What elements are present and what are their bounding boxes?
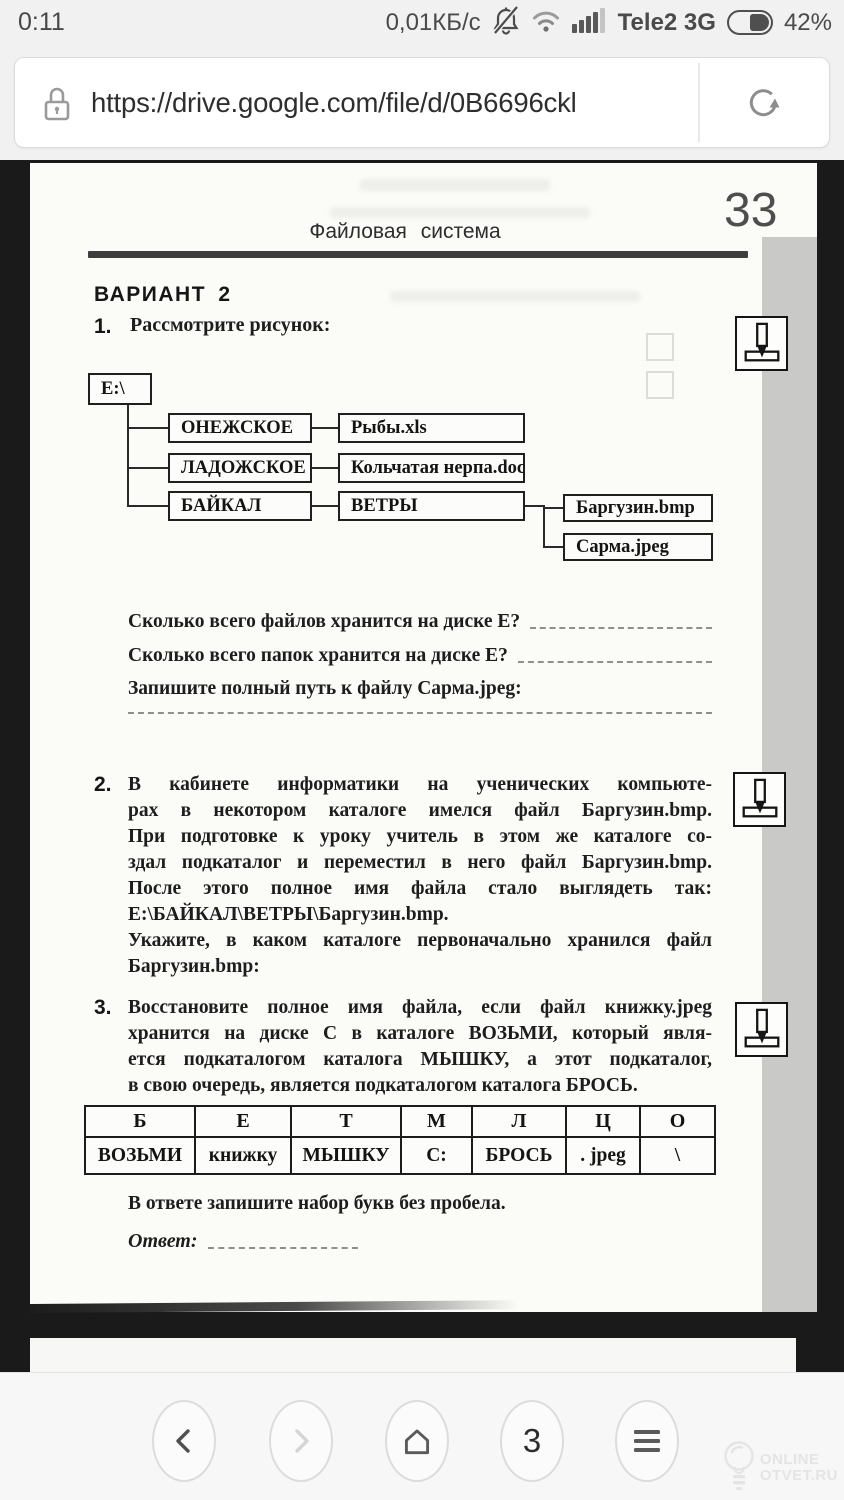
table-header-cell: Б [86, 1107, 196, 1138]
pencil-task-icon [735, 1002, 788, 1057]
page-header: Файловая система [309, 220, 501, 243]
chevron-left-icon [168, 1425, 200, 1457]
tree-node-subfolder3: ВЕТРЫ [338, 491, 525, 521]
q2-answer-label: Баргузин.bmp: [128, 956, 260, 977]
tree-connector [127, 427, 168, 429]
q2-line: Укажите, в каком каталоге первоначально хранился файл [128, 930, 712, 951]
q3-note: В ответе запишите набор букв без пробела. [128, 1193, 506, 1214]
browser-nav-bar [0, 1372, 844, 1500]
answer-blank-line [128, 712, 712, 714]
tree-connector [312, 467, 338, 469]
next-page-edge [30, 1338, 796, 1372]
pencil-task-icon [733, 772, 786, 827]
tree-node-folder2: ЛАДОЖСКОЕ [168, 453, 312, 483]
table-cell: МЫШКУ [292, 1138, 402, 1173]
bell-muted-icon [492, 5, 520, 40]
tree-node-file2: Кольчатая нерпа.doc [338, 453, 525, 483]
q2-text [128, 772, 712, 980]
battery-fill [750, 14, 769, 31]
carrier-label: Tele2 3G [617, 8, 716, 36]
scanned-page [30, 163, 817, 1312]
bleedthrough-text [360, 179, 550, 191]
battery-icon [727, 10, 773, 35]
tree-node-file1: Рыбы.xls [338, 413, 525, 443]
tabs-button[interactable] [500, 1400, 564, 1482]
bleedthrough-box [646, 371, 674, 399]
q2-line: здал подкаталог и переместил в него файл Баргузин.bmp. [128, 852, 712, 873]
document-viewer[interactable] [0, 160, 844, 1372]
tree-connector [312, 505, 338, 507]
page-number: 33 [724, 184, 778, 237]
answer-blank [518, 661, 712, 663]
q1-number: 1. [94, 315, 112, 338]
bleedthrough-text [330, 207, 590, 218]
header-rule [88, 251, 748, 258]
wifi-icon [531, 8, 561, 38]
q3-line: Восстановите полное имя файла, если файл книжку.jpeg [128, 997, 712, 1018]
table-header-cell: М [402, 1107, 473, 1138]
tree-node-folder1: ОНЕЖСКОЕ [168, 413, 312, 443]
url-text[interactable]: https://drive.google.com/file/d/0B6696ckl [91, 87, 577, 118]
answer-label: Ответ: [128, 1230, 198, 1252]
home-button[interactable] [385, 1400, 449, 1482]
q1-subquestion-folders [128, 640, 712, 667]
q3-line: хранится на диске С в каталоге ВОЗЬМИ, который явля- [128, 1023, 712, 1044]
url-bar[interactable] [14, 57, 830, 148]
table-cell: \ [674, 1144, 681, 1166]
watermark-line1: ONLINE [759, 1450, 820, 1468]
tree-connector [127, 405, 129, 507]
table-cell: книжку [196, 1138, 292, 1173]
table-cell: ВОЗЬМИ [86, 1138, 196, 1173]
q3-line: ется подкаталогом каталога МЫШКУ, а этот подкаталог, [128, 1049, 712, 1070]
q1-subquestion-files [128, 606, 712, 633]
clock: 0:11 [18, 8, 65, 36]
tree-connector [545, 507, 563, 509]
status-bar [0, 0, 844, 45]
back-button[interactable] [152, 1400, 216, 1482]
q3-line: в свою очередь, является подкаталогом каталога БРОСЬ. [128, 1075, 638, 1096]
q3-answer-row [128, 1225, 358, 1253]
table-header-cell: Т [292, 1107, 402, 1138]
table-header-cell: О [641, 1107, 714, 1138]
tree-connector [543, 507, 545, 548]
tree-node-root: E:\ [88, 373, 152, 405]
q3-number: 3. [94, 996, 112, 1019]
menu-button[interactable] [615, 1400, 679, 1482]
q3-text [128, 995, 712, 1099]
q2-number: 2. [94, 773, 112, 796]
chevron-right-icon [285, 1425, 317, 1457]
letters-table [84, 1105, 716, 1175]
battery-percent: 42% [783, 8, 832, 36]
q1-subquestion-path [128, 673, 712, 700]
watermark [718, 1437, 838, 1498]
q2-line: При подготовке к уроку учитель в этом же каталоге со- [128, 826, 712, 847]
q1-title: Рассмотрите рисунок: [130, 314, 331, 336]
bleedthrough-box [646, 333, 674, 361]
tree-node-file3a: Баргузин.bmp [563, 494, 713, 522]
bleedthrough-text [390, 291, 640, 302]
lock-icon [41, 84, 73, 129]
network-speed: 0,01КБ/с [385, 8, 481, 36]
page-bottom-shadow [30, 1300, 518, 1313]
watermark-line2: OTVET.RU [759, 1466, 838, 1484]
answer-blank [530, 627, 712, 629]
answer-blank [208, 1247, 358, 1249]
browser-chrome [0, 45, 844, 160]
refresh-button[interactable] [741, 81, 785, 130]
table-cell: . jpeg [567, 1138, 641, 1173]
q1-subquestion-files-label: Сколько всего файлов хранится на диске Е? [128, 611, 521, 632]
signal-bars-icon [572, 7, 607, 38]
table-header-cell: Л [473, 1107, 567, 1138]
table-header-cell: Е [196, 1107, 292, 1138]
q2-full-path: E:\БАЙКАЛ\ВЕТРЫ\Баргузин.bmp. [128, 904, 449, 925]
status-indicators [386, 0, 832, 45]
q2-line: рах в некотором каталоге имелся файл Баргузин.bmp. [128, 800, 712, 821]
q2-line: После этого полное имя файла стало выглядеть так: [128, 878, 712, 899]
pencil-task-icon [735, 316, 788, 371]
table-cell: БРОСЬ [473, 1138, 567, 1173]
q1-subquestion-folders-label: Сколько всего папок хранится на диске Е? [128, 645, 508, 666]
tree-connector [127, 467, 168, 469]
tree-connector [543, 546, 563, 548]
bulb-icon [718, 1437, 760, 1498]
home-icon [399, 1424, 435, 1458]
q1-subquestion-path-label: Запишите полный путь к файлу Сарма.jpeg: [128, 678, 522, 699]
q2-line: В кабинете информатики на ученических компьюте- [128, 774, 712, 795]
url-divider [698, 63, 700, 142]
forward-button[interactable] [269, 1400, 333, 1482]
tab-count: 3 [522, 1422, 542, 1459]
tree-connector [525, 505, 545, 507]
table-header-cell: Ц [567, 1107, 641, 1138]
tree-connector [312, 427, 338, 429]
tree-connector [127, 505, 168, 507]
table-cell: С: [402, 1138, 473, 1173]
tree-node-file3b: Сарма.jpeg [563, 533, 713, 561]
q2-answer-row [128, 954, 712, 980]
menu-icon [632, 1428, 662, 1454]
variant-title: ВАРИАНТ 2 [94, 283, 232, 306]
tree-node-folder3: БАЙКАЛ [168, 491, 312, 521]
